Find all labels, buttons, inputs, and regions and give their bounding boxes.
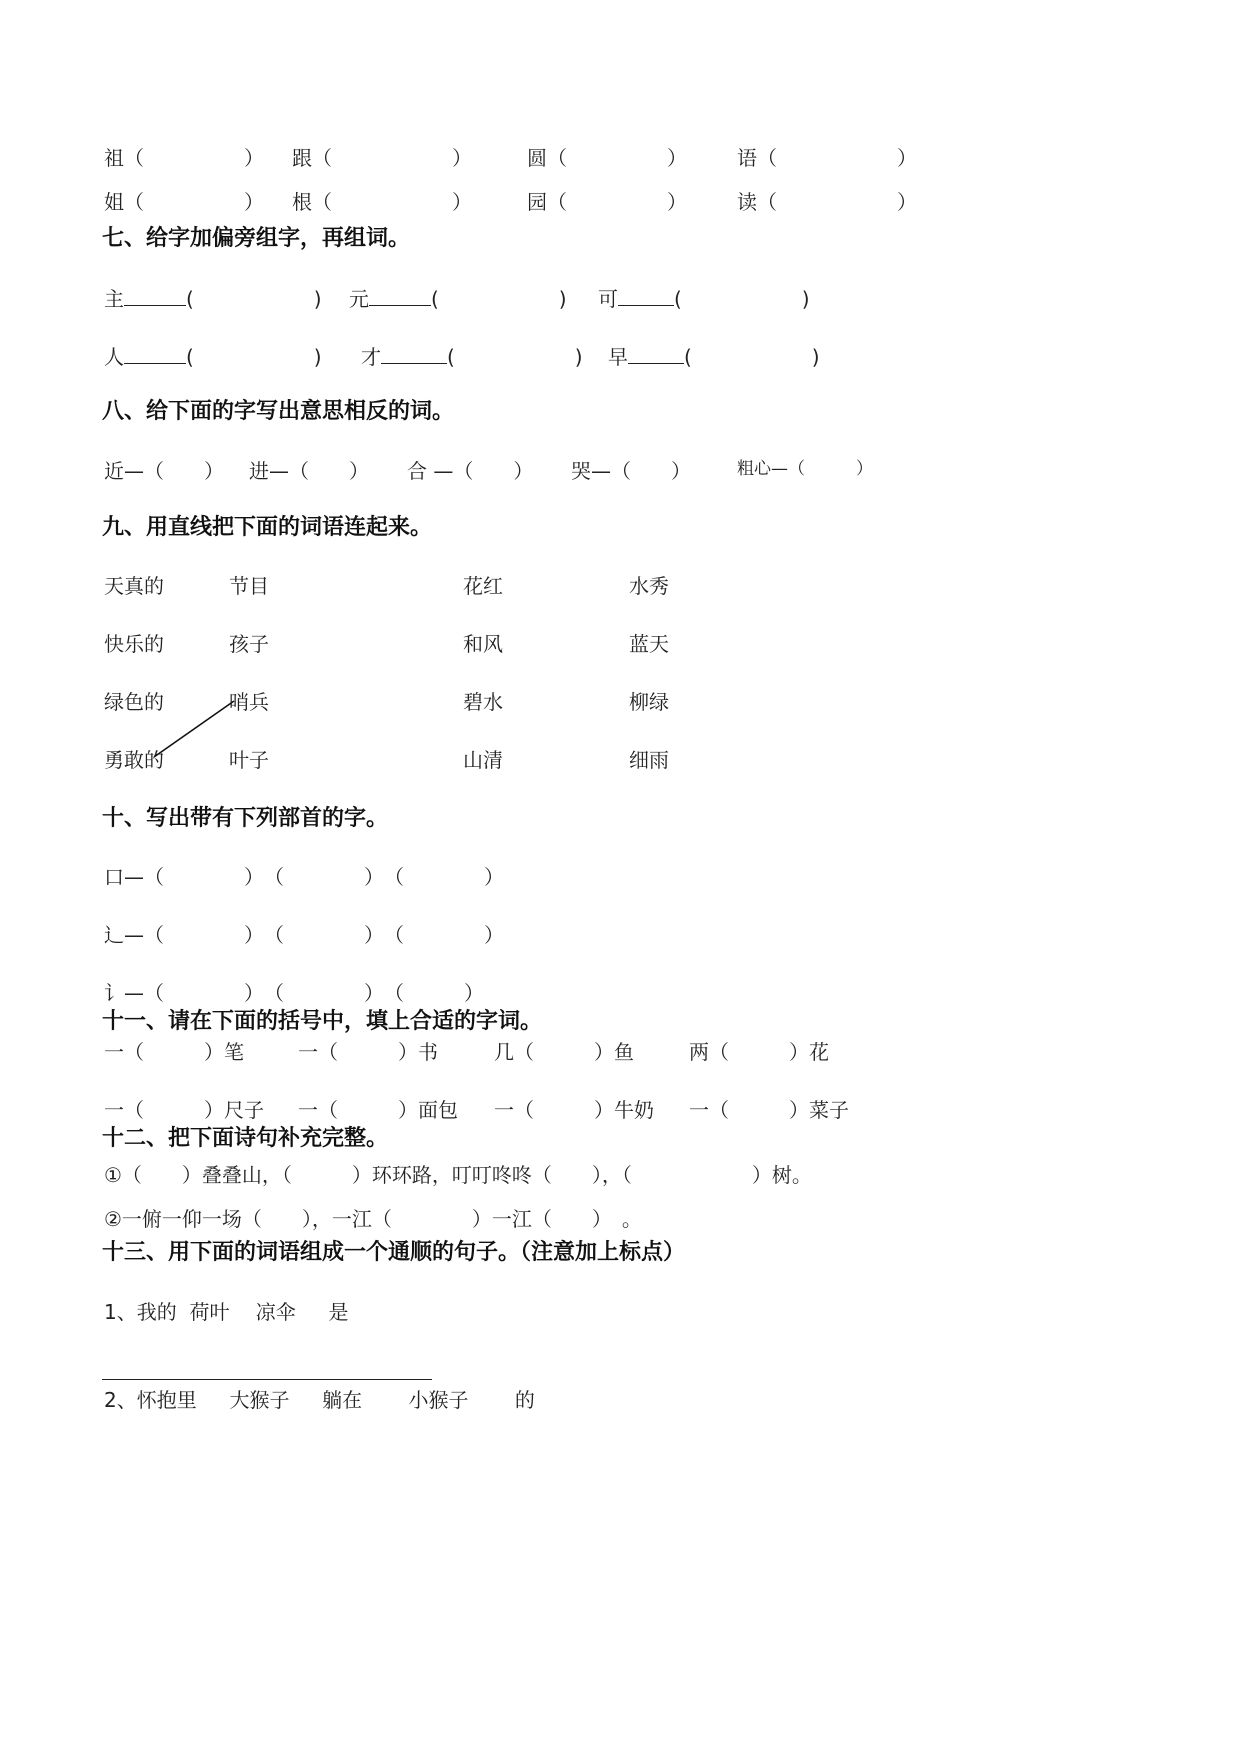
s9-col4-1[interactable]: 水秀 bbox=[629, 574, 669, 598]
s8-item-4: 哭—（ ） bbox=[571, 459, 691, 483]
s9-col1-1[interactable]: 天真的 bbox=[104, 574, 164, 598]
s8-item-2: 进—（ ） bbox=[249, 459, 369, 483]
section8-heading: 八、给下面的字写出意思相反的词。 bbox=[102, 399, 455, 424]
s9-col2-3[interactable]: 哨兵 bbox=[229, 690, 269, 714]
s6-r1-c1: 祖（ ） bbox=[104, 146, 264, 170]
answer-line[interactable] bbox=[102, 1379, 432, 1380]
section11-heading: 十一、请在下面的括号中，填上合适的字词。 bbox=[102, 1009, 543, 1034]
s9-col3-4[interactable]: 山清 bbox=[463, 748, 503, 772]
s6-r2-c2: 根（ ） bbox=[292, 190, 472, 214]
paren: ( ) bbox=[674, 287, 810, 311]
char: 元 bbox=[349, 287, 369, 311]
s6-r1-c4: 语（ ） bbox=[737, 146, 917, 170]
s6-r1-c3: 圆（ ） bbox=[527, 146, 687, 170]
char: 可 bbox=[598, 287, 618, 311]
section10-heading: 十、写出带有下列部首的字。 bbox=[102, 806, 389, 831]
s11-r2-1: 一（ ）尺子 bbox=[104, 1098, 264, 1122]
s9-col4-3[interactable]: 柳绿 bbox=[629, 690, 669, 714]
s10-row-1: 口—（ ） （ ） （ ） bbox=[104, 865, 504, 889]
char: 才 bbox=[361, 345, 381, 369]
section12-heading: 十二、把下面诗句补充完整。 bbox=[102, 1126, 389, 1151]
s10-row-2: 辶—（ ） （ ） （ ） bbox=[104, 923, 504, 947]
paren: ( ) bbox=[684, 345, 820, 369]
section13-heading: 十三、用下面的词语组成一个通顺的句子。（注意加上标点） bbox=[102, 1240, 686, 1265]
s11-r1-1: 一（ ）笔 bbox=[104, 1040, 244, 1064]
paren: ( ) bbox=[186, 287, 322, 311]
s9-col3-1[interactable]: 花红 bbox=[463, 574, 503, 598]
s9-col1-3[interactable]: 绿色的 bbox=[104, 690, 164, 714]
paren: ( ) bbox=[447, 345, 583, 369]
s9-col2-1[interactable]: 节目 bbox=[229, 574, 269, 598]
char: 人 bbox=[104, 345, 124, 369]
s13-q2: 2、怀抱里 大猴子 躺在 小猴子 的 bbox=[104, 1388, 535, 1412]
s9-col2-4[interactable]: 叶子 bbox=[229, 748, 269, 772]
s11-r1-3: 几（ ）鱼 bbox=[494, 1040, 634, 1064]
s11-r2-2: 一（ ）面包 bbox=[298, 1098, 458, 1122]
s11-r2-4: 一（ ）菜子 bbox=[689, 1098, 849, 1122]
char: 早 bbox=[608, 345, 628, 369]
s8-item-3: 合 —（ ） bbox=[407, 459, 534, 483]
s6-r2-c1: 姐（ ） bbox=[104, 190, 264, 214]
s9-col1-2[interactable]: 快乐的 bbox=[104, 632, 164, 656]
s9-col4-4[interactable]: 细雨 bbox=[629, 748, 669, 772]
paren: ( ) bbox=[186, 345, 322, 369]
s9-col4-2[interactable]: 蓝天 bbox=[629, 632, 669, 656]
s10-row-3: 讠—（ ） （ ） （ ） bbox=[104, 981, 484, 1005]
section9-heading: 九、用直线把下面的词语连起来。 bbox=[102, 515, 433, 540]
s11-r1-4: 两（ ）花 bbox=[689, 1040, 829, 1064]
connector-line bbox=[154, 701, 234, 757]
s9-col3-2[interactable]: 和风 bbox=[463, 632, 503, 656]
paren: ( ) bbox=[431, 287, 567, 311]
s6-r2-c3: 园（ ） bbox=[527, 190, 687, 214]
s11-r2-3: 一（ ）牛奶 bbox=[494, 1098, 654, 1122]
s12-line-1: ①（ ）叠叠山，（ ）环环路，叮叮咚咚（ ），（ ）树。 bbox=[104, 1163, 812, 1187]
s9-col1-4[interactable]: 勇敢的 bbox=[104, 748, 164, 772]
s9-col2-2[interactable]: 孩子 bbox=[229, 632, 269, 656]
s9-col3-3[interactable]: 碧水 bbox=[463, 690, 503, 714]
section7-heading: 七、给字加偏旁组字，再组词。 bbox=[102, 226, 411, 251]
s8-item-1: 近—（ ） bbox=[104, 459, 224, 483]
s8-item-5: 粗心—（ ） bbox=[737, 459, 873, 479]
s12-line-2: ②一俯一仰一场（ ），一江（ ）一江（ ） 。 bbox=[104, 1207, 642, 1231]
s13-q1: 1、我的 荷叶 凉伞 是 bbox=[104, 1300, 349, 1324]
s6-r2-c4: 读（ ） bbox=[737, 190, 917, 214]
s11-r1-2: 一（ ）书 bbox=[298, 1040, 438, 1064]
s6-r1-c2: 跟（ ） bbox=[292, 146, 472, 170]
char: 主 bbox=[104, 287, 124, 311]
